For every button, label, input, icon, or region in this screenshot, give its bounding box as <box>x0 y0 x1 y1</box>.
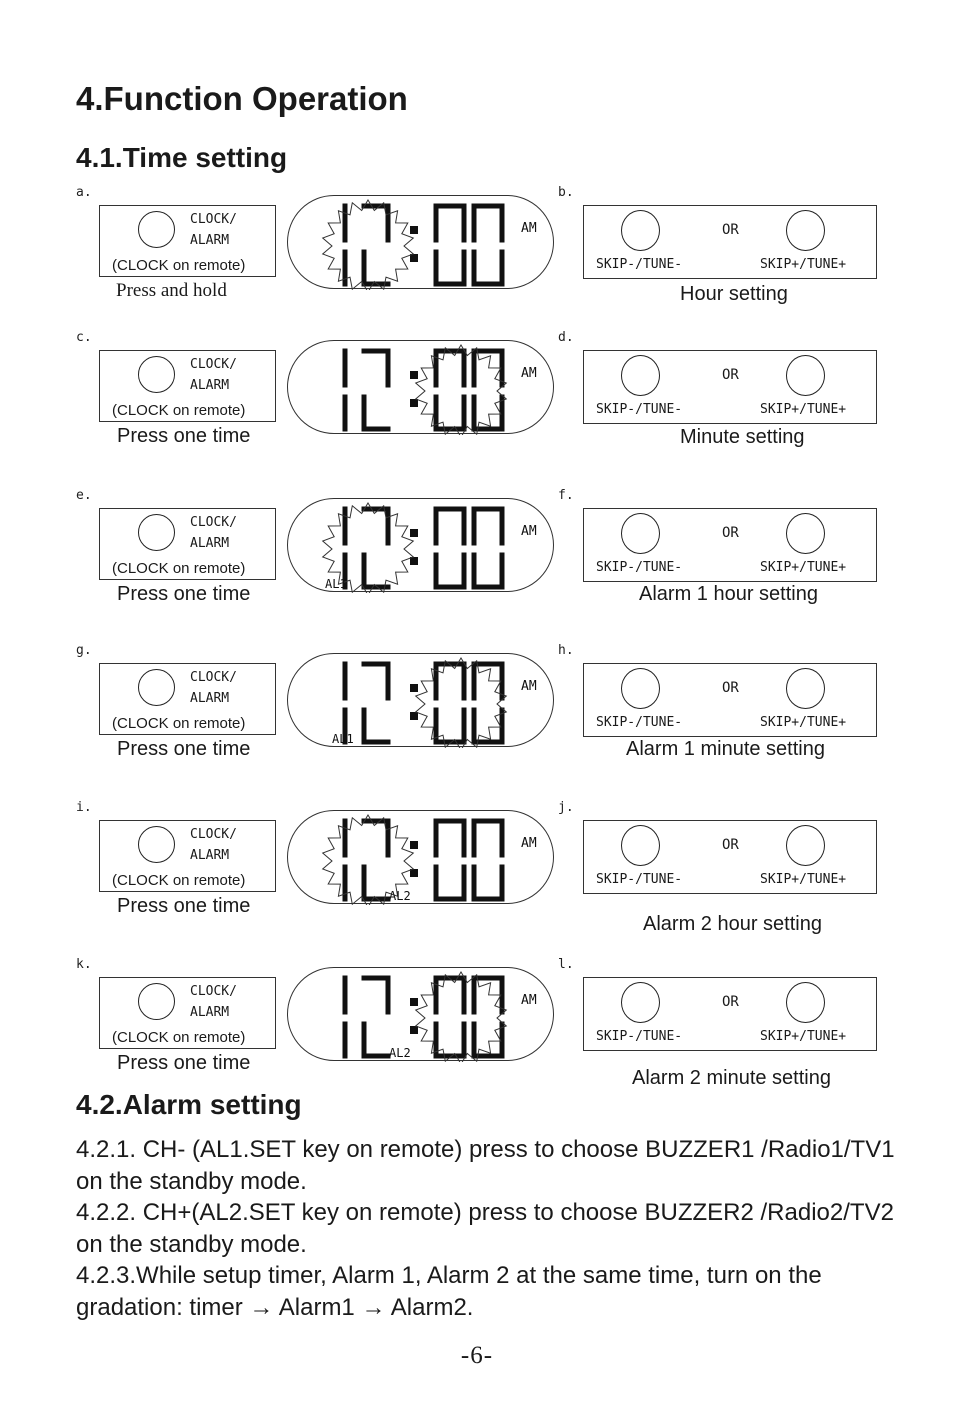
remote-key-label: (CLOCK on remote) <box>112 872 246 889</box>
alarm-indicator: AL1 <box>325 577 347 591</box>
step-letter: f. <box>558 488 574 503</box>
clock-button-icon <box>138 211 175 248</box>
setting-caption: Hour setting <box>680 283 788 305</box>
lcd-digits-graphic <box>288 654 555 748</box>
time-setting-heading: 4.1.Time setting <box>76 142 288 173</box>
alarm-instructions <box>76 1134 906 1324</box>
or-label: OR <box>722 525 739 541</box>
clock-button-icon <box>138 826 175 863</box>
step-letter: j. <box>558 800 574 815</box>
lcd-digits-graphic <box>288 811 555 905</box>
am-indicator: AM <box>521 524 537 539</box>
skip-minus-button-icon <box>621 513 660 554</box>
flash-burst-icon <box>416 658 507 748</box>
lcd-display <box>287 340 554 434</box>
press-instruction: Press one time <box>117 425 251 447</box>
lcd-display <box>287 967 554 1061</box>
lcd-display <box>287 810 554 904</box>
clock-label: CLOCK/ <box>190 515 237 530</box>
step-letter: c. <box>76 330 92 345</box>
remote-key-label: (CLOCK on remote) <box>112 402 246 419</box>
press-instruction: Press one time <box>117 738 251 760</box>
clock-button-icon <box>138 514 175 551</box>
lcd-digits-graphic <box>288 968 555 1062</box>
remote-key-label: (CLOCK on remote) <box>112 1029 246 1046</box>
setting-caption: Alarm 2 minute setting <box>632 1067 831 1089</box>
skip-plus-label: SKIP+/TUNE+ <box>760 1029 847 1044</box>
page-heading: 4.Function Operation <box>76 80 408 117</box>
step-letter: g. <box>76 643 92 658</box>
step-letter: d. <box>558 330 574 345</box>
step-row <box>0 185 954 315</box>
flash-burst-icon <box>416 972 507 1062</box>
instruction-paragraph: 4.2.1. CH- (AL1.SET key on remote) press to choose BUZZER1 /Radio1/TV1 on the standby mode. <box>76 1136 895 1195</box>
skip-plus-label: SKIP+/TUNE+ <box>760 560 847 575</box>
step-letter: l. <box>558 957 574 972</box>
skip-plus-button-icon <box>786 982 825 1023</box>
skip-plus-button-icon <box>786 825 825 866</box>
skip-minus-label: SKIP-/TUNE- <box>596 402 683 417</box>
alarm-label: ALARM <box>190 536 230 551</box>
lcd-digits-graphic <box>288 499 555 593</box>
skip-minus-label: SKIP-/TUNE- <box>596 872 683 887</box>
skip-plus-button-icon <box>786 355 825 396</box>
alarm-label: ALARM <box>190 378 230 393</box>
or-label: OR <box>722 367 739 383</box>
remote-key-label: (CLOCK on remote) <box>112 715 246 732</box>
clock-label: CLOCK/ <box>190 357 237 372</box>
am-indicator: AM <box>521 221 537 236</box>
or-label: OR <box>722 837 739 853</box>
skip-minus-label: SKIP-/TUNE- <box>596 257 683 272</box>
step-letter: k. <box>76 957 92 972</box>
alarm-label: ALARM <box>190 233 230 248</box>
clock-button-icon <box>138 669 175 706</box>
press-instruction: Press one time <box>117 1052 251 1074</box>
clock-button-icon <box>138 983 175 1020</box>
step-letter: h. <box>558 643 574 658</box>
setting-caption: Alarm 2 hour setting <box>643 913 822 935</box>
lcd-display <box>287 498 554 592</box>
skip-plus-label: SKIP+/TUNE+ <box>760 257 847 272</box>
skip-minus-button-icon <box>621 982 660 1023</box>
skip-minus-button-icon <box>621 825 660 866</box>
page-number: -6- <box>460 1342 494 1369</box>
step-letter: i. <box>76 800 92 815</box>
step-row <box>0 643 954 773</box>
lcd-digits-graphic <box>288 341 555 435</box>
or-label: OR <box>722 680 739 696</box>
or-label: OR <box>722 994 739 1010</box>
alarm-indicator: AL1 <box>332 732 354 746</box>
clock-button-icon <box>138 356 175 393</box>
flash-burst-icon <box>323 200 414 290</box>
skip-minus-button-icon <box>621 668 660 709</box>
am-indicator: AM <box>521 993 537 1008</box>
skip-minus-label: SKIP-/TUNE- <box>596 715 683 730</box>
step-letter: e. <box>76 488 92 503</box>
press-instruction: Press one time <box>117 895 251 917</box>
alarm-indicator: AL2 <box>389 1046 411 1060</box>
skip-minus-button-icon <box>621 355 660 396</box>
step-row <box>0 957 954 1087</box>
step-row <box>0 330 954 460</box>
remote-key-label: (CLOCK on remote) <box>112 257 246 274</box>
skip-plus-button-icon <box>786 668 825 709</box>
setting-caption: Alarm 1 minute setting <box>626 738 825 760</box>
clock-label: CLOCK/ <box>190 670 237 685</box>
skip-minus-label: SKIP-/TUNE- <box>596 1029 683 1044</box>
skip-minus-button-icon <box>621 210 660 251</box>
or-label: OR <box>722 222 739 238</box>
step-letter: a. <box>76 185 92 200</box>
press-instruction: Press one time <box>117 583 251 605</box>
skip-minus-label: SKIP-/TUNE- <box>596 560 683 575</box>
skip-plus-button-icon <box>786 210 825 251</box>
alarm-label: ALARM <box>190 1005 230 1020</box>
am-indicator: AM <box>521 836 537 851</box>
clock-label: CLOCK/ <box>190 827 237 842</box>
am-indicator: AM <box>521 366 537 381</box>
instruction-paragraph: 4.2.2. CH+(AL2.SET key on remote) press to choose BUZZER2 /Radio2/TV2 on the standby mode. <box>76 1199 894 1258</box>
setting-caption: Alarm 1 hour setting <box>639 583 818 605</box>
step-row <box>0 488 954 618</box>
lcd-display <box>287 653 554 747</box>
skip-plus-label: SKIP+/TUNE+ <box>760 402 847 417</box>
alarm-indicator: AL2 <box>389 889 411 903</box>
step-row <box>0 800 954 935</box>
remote-key-label: (CLOCK on remote) <box>112 560 246 577</box>
flash-burst-icon <box>416 345 507 435</box>
instruction-paragraph: 4.2.3.While setup timer, Alarm 1, Alarm 2 at the same time, turn on the gradation: timer → Alarm1 → Alarm2. <box>76 1262 822 1321</box>
step-letter: b. <box>558 185 574 200</box>
press-instruction: Press and hold <box>116 280 227 301</box>
setting-caption: Minute setting <box>680 426 805 448</box>
skip-plus-button-icon <box>786 513 825 554</box>
clock-label: CLOCK/ <box>190 984 237 999</box>
lcd-display <box>287 195 554 289</box>
clock-label: CLOCK/ <box>190 212 237 227</box>
skip-plus-label: SKIP+/TUNE+ <box>760 872 847 887</box>
am-indicator: AM <box>521 679 537 694</box>
skip-plus-label: SKIP+/TUNE+ <box>760 715 847 730</box>
alarm-setting-heading: 4.2.Alarm setting <box>76 1089 302 1120</box>
alarm-label: ALARM <box>190 691 230 706</box>
alarm-label: ALARM <box>190 848 230 863</box>
lcd-digits-graphic <box>288 196 555 290</box>
